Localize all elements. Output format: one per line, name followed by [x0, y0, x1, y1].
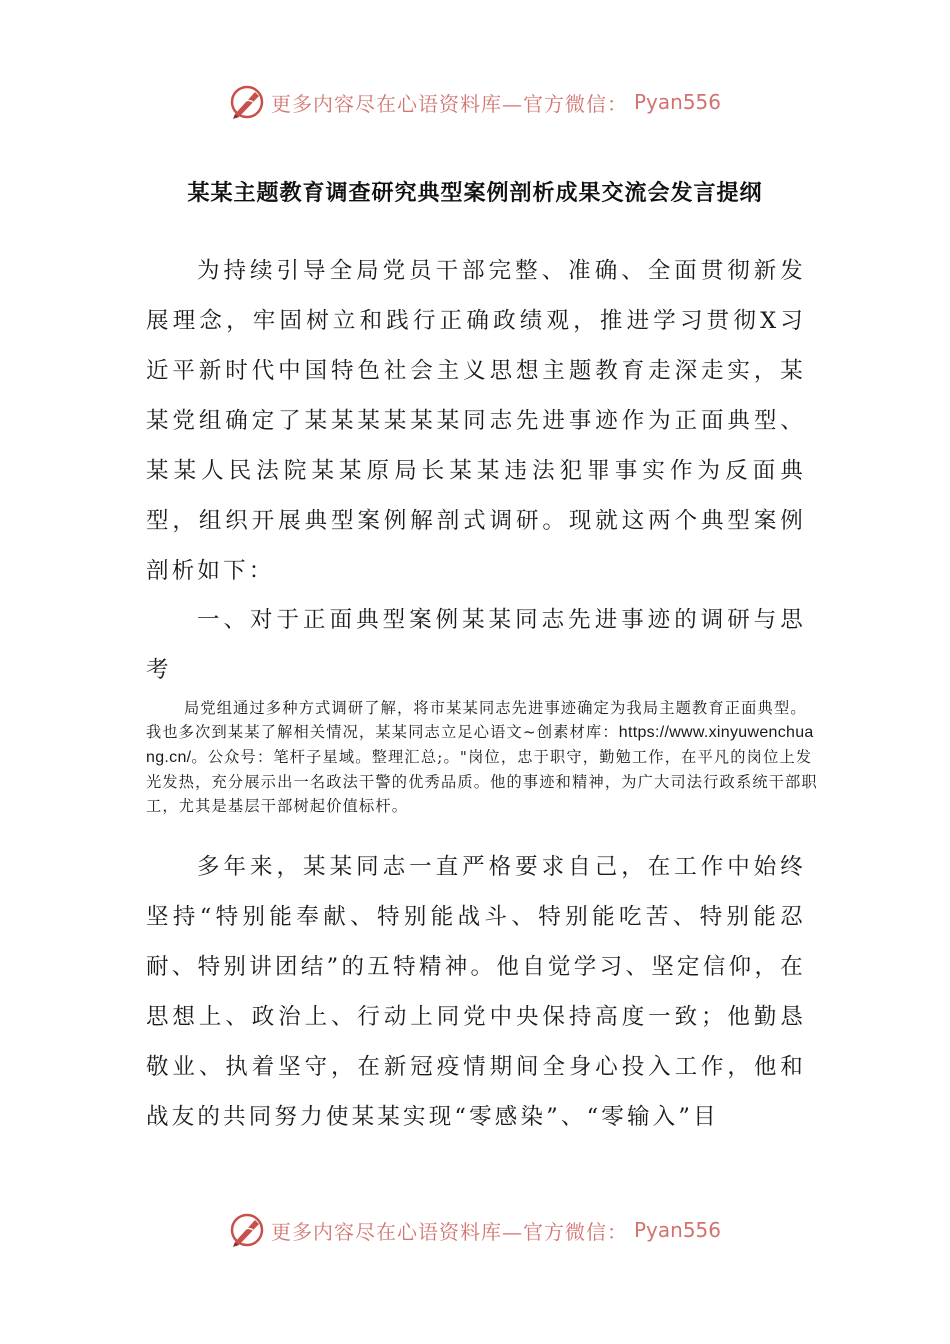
- banner-text: 更多内容尽在心语资料库—官方微信：: [270, 91, 628, 116]
- website-url: https://www.xinyuwenchuang.cn/: [146, 724, 814, 766]
- intro-paragraph: 为持续引导全局党员干部完整、准确、全面贯彻新发展理念，牢固树立和践行正确政绩观，推进学习贯彻X习近平新时代中国特色社会主义思想主题教育走深走实，某某党组确定了某某某某某某同志先进事迹作为正面典型、某某人民法院某某原局长某某违法犯罪事实作为反面典型，组织开展典型案例解剖式调研。现就这两个典型案例剖析如下：: [146, 258, 806, 584]
- footer-watermark-banner: [0, 1210, 950, 1250]
- banner-text: 更多内容尽在心语资料库—官方微信：: [270, 1219, 628, 1244]
- banner-wechat-id: Pyan556: [633, 90, 721, 114]
- body-paragraph-2: 多年来，某某同志一直严格要求自己，在工作中始终坚持“特别能奉献、特别能战斗、特别能吃苦、特别能忍耐、特别讲团结”的五特精神。他自觉学习、坚定信仰，在思想上、政治上、行动上同党中央保持高度一致；他勤恳敬业、执着坚守，在新冠疫情期间全身心投入工作，他和战友的共同努力使某某实现“零感染”、“零输入”目: [146, 854, 806, 1130]
- section-heading-1: 一、对于正面典型案例某某同志先进事迹的调研与思考: [146, 607, 806, 683]
- pen-logo-icon: [229, 1212, 265, 1248]
- small-text-part1: 局党组通过多种方式调研了解，将市某某同志先进事迹确定为我局主题教育正面典型。我也多次到某某了解相关情况，某某同志立足心语文~创素材库：: [146, 699, 807, 741]
- small-text-part2: 。公众号：笔杆子星域。整理汇总;。"岗位，忠于职守，勤勉工作，在平凡的岗位上发光发热，充分展示出一名政法干警的优秀品质。他的事迹和精神，为广大司法行政系统干部职工，尤其是基层干部树起价值标杆。: [146, 748, 818, 815]
- pen-logo-icon: [229, 84, 265, 120]
- banner-wechat-id: Pyan556: [633, 1218, 721, 1242]
- document-title: 某某主题教育调查研究典型案例剖析成果交流会发言提纲: [187, 181, 763, 206]
- header-watermark-banner: [0, 82, 950, 122]
- inserted-small-paragraph: [146, 696, 818, 818]
